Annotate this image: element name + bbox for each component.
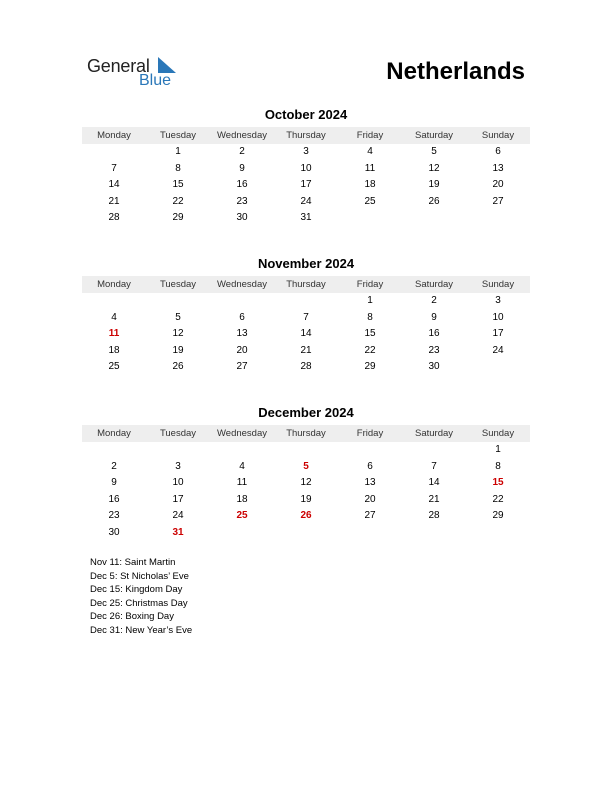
day-cell: 24 — [492, 344, 504, 356]
day-cell — [402, 525, 466, 542]
day-cell: 17 — [172, 493, 184, 505]
day-cell: 3 — [303, 146, 309, 157]
weekday-label: Tuesday — [159, 428, 197, 439]
week-row — [82, 442, 530, 459]
weekday-label: Sunday — [481, 130, 515, 141]
day-cell: 11 — [364, 162, 376, 174]
day-cell: 12 — [428, 162, 440, 174]
weekday-label: Thursday — [286, 279, 326, 290]
month-title: November 2024 — [257, 256, 355, 271]
day-cell: 6 — [495, 146, 501, 157]
day-cell: 2 — [431, 295, 437, 306]
holiday-entry: Dec 5: St Nicholas’ Eve — [90, 570, 189, 582]
holiday-entry: Dec 26: Boxing Day — [90, 611, 174, 623]
day-cell: 7 — [303, 311, 309, 323]
day-cell: 23 — [428, 344, 440, 356]
day-cell: 16 — [236, 179, 248, 190]
holiday-entry: Dec 15: Kingdom Day — [90, 584, 183, 596]
weekday-label: Monday — [97, 428, 131, 439]
day-cell: 26 — [300, 510, 312, 521]
day-cell: 22 — [364, 344, 376, 356]
day-cell: 13 — [492, 162, 504, 174]
day-cell: 28 — [428, 510, 440, 521]
day-cell: 1 — [495, 444, 501, 455]
day-cell: 29 — [364, 361, 376, 372]
month-title: December 2024 — [258, 405, 354, 420]
day-cell: 9 — [239, 162, 245, 174]
holiday-list — [90, 556, 192, 638]
day-cell: 6 — [239, 311, 245, 323]
day-cell: 20 — [236, 344, 248, 356]
day-cell: 2 — [239, 146, 245, 157]
day-cell: 23 — [236, 195, 248, 207]
day-cell: 30 — [236, 212, 248, 223]
day-cell: 25 — [236, 510, 248, 521]
day-cell: 22 — [492, 493, 504, 505]
day-cell: 19 — [300, 493, 312, 505]
weekday-header — [82, 276, 530, 293]
holiday-entry: Dec 31: New Year’s Eve — [90, 624, 193, 636]
day-cell: 22 — [172, 195, 184, 207]
day-cell: 10 — [492, 311, 504, 323]
week-row — [82, 161, 530, 178]
day-cell: 3 — [175, 460, 181, 472]
day-cell: 21 — [108, 195, 120, 207]
week-row — [82, 293, 530, 310]
day-cell: 21 — [428, 493, 440, 505]
logo-triangle-icon — [156, 57, 176, 73]
day-cell: 31 — [172, 526, 184, 538]
day-cell: 10 — [172, 477, 184, 488]
weekday-label: Tuesday — [159, 130, 197, 141]
month-november — [82, 256, 530, 376]
day-cell: 1 — [175, 146, 181, 157]
day-cell: 24 — [300, 195, 312, 207]
week-row — [82, 359, 530, 376]
day-cell: 17 — [492, 328, 504, 339]
day-cell: 5 — [175, 311, 181, 323]
day-cell: 19 — [428, 179, 440, 190]
day-cell: 8 — [495, 460, 501, 472]
day-cell: 14 — [428, 477, 440, 488]
day-cell — [210, 525, 274, 542]
week-row — [82, 508, 530, 525]
day-cell — [466, 210, 530, 227]
month-title: October 2024 — [264, 107, 348, 122]
day-cell: 15 — [364, 328, 376, 339]
day-cell: 8 — [175, 162, 181, 174]
day-cell: 26 — [428, 195, 440, 207]
weekday-label: Wednesday — [217, 279, 267, 290]
day-cell: 7 — [111, 162, 117, 174]
week-row — [82, 144, 530, 161]
day-cell: 2 — [111, 460, 117, 472]
day-cell — [338, 525, 402, 542]
day-cell: 23 — [108, 510, 120, 521]
holiday-entry: Dec 25: Christmas Day — [90, 597, 188, 609]
weekday-label: Tuesday — [159, 279, 197, 290]
day-cell: 24 — [172, 510, 184, 521]
day-cell — [146, 293, 210, 310]
day-cell: 5 — [431, 146, 437, 157]
day-cell — [402, 442, 466, 459]
week-row — [82, 194, 530, 211]
day-cell: 1 — [367, 295, 373, 306]
week-row — [82, 459, 530, 476]
day-cell: 17 — [300, 179, 312, 190]
day-cell: 29 — [172, 212, 184, 223]
day-cell — [338, 442, 402, 459]
day-cell: 21 — [300, 344, 312, 356]
day-cell — [402, 210, 466, 227]
day-cell — [274, 442, 338, 459]
day-cell — [210, 442, 274, 459]
day-cell: 12 — [300, 477, 312, 488]
day-cell: 9 — [111, 477, 117, 488]
weekday-label: Friday — [356, 428, 384, 439]
day-cell: 30 — [108, 526, 120, 538]
week-row — [82, 492, 530, 509]
week-row — [82, 475, 530, 492]
weekday-label: Saturday — [414, 279, 454, 290]
week-row — [82, 326, 530, 343]
day-cell: 13 — [236, 328, 248, 339]
weekday-label: Sunday — [481, 279, 515, 290]
day-cell: 14 — [108, 179, 120, 190]
weekday-label: Wednesday — [217, 428, 267, 439]
day-cell: 15 — [492, 477, 504, 488]
weekday-label: Monday — [97, 130, 131, 141]
day-cell: 18 — [108, 344, 120, 356]
week-row — [82, 310, 530, 327]
weekday-header — [82, 425, 530, 442]
weekday-label: Wednesday — [217, 130, 267, 141]
day-cell: 16 — [428, 328, 440, 339]
day-cell — [210, 293, 274, 310]
day-cell — [82, 293, 146, 310]
day-cell: 31 — [300, 212, 312, 223]
day-cell: 29 — [492, 510, 504, 521]
day-cell: 20 — [492, 179, 504, 190]
weekday-label: Saturday — [414, 428, 454, 439]
day-cell: 18 — [364, 179, 376, 190]
month-october — [82, 107, 530, 227]
month-grid — [82, 293, 530, 376]
day-cell: 8 — [367, 311, 373, 323]
month-december — [82, 405, 530, 541]
day-cell: 10 — [300, 162, 312, 174]
weekday-label: Saturday — [414, 130, 454, 141]
day-cell: 4 — [111, 311, 117, 323]
day-cell: 9 — [431, 311, 437, 323]
weekday-label: Friday — [356, 130, 384, 141]
day-cell — [146, 442, 210, 459]
day-cell — [466, 525, 530, 542]
day-cell — [338, 210, 402, 227]
day-cell: 18 — [236, 493, 248, 505]
holiday-entry: Nov 11: Saint Martin — [90, 557, 176, 568]
country-title: Netherlands — [386, 58, 525, 85]
day-cell — [274, 525, 338, 542]
day-cell: 3 — [495, 295, 501, 306]
day-cell: 25 — [108, 361, 120, 372]
month-grid — [82, 442, 530, 541]
day-cell: 19 — [172, 344, 184, 356]
weekday-label: Thursday — [286, 428, 326, 439]
generalblue-logo — [87, 56, 187, 92]
day-cell: 27 — [492, 195, 504, 207]
day-cell: 27 — [236, 361, 248, 372]
day-cell: 12 — [172, 328, 184, 339]
day-cell: 4 — [367, 146, 373, 157]
day-cell: 14 — [300, 328, 312, 339]
day-cell: 7 — [431, 460, 437, 472]
day-cell: 4 — [239, 460, 245, 472]
day-cell — [82, 144, 146, 161]
day-cell: 11 — [108, 328, 120, 339]
weekday-label: Thursday — [286, 130, 326, 141]
week-row — [82, 177, 530, 194]
weekday-header — [82, 127, 530, 144]
day-cell: 28 — [300, 361, 312, 372]
logo-text-blue: Blue — [139, 72, 172, 89]
day-cell — [274, 293, 338, 310]
day-cell: 5 — [303, 460, 309, 472]
day-cell — [82, 442, 146, 459]
weekday-label: Monday — [97, 279, 131, 290]
day-cell: 20 — [364, 493, 376, 505]
day-cell: 13 — [364, 477, 376, 488]
day-cell — [466, 359, 530, 376]
day-cell: 15 — [172, 179, 184, 190]
day-cell: 25 — [364, 195, 376, 207]
day-cell: 28 — [108, 212, 120, 223]
weekday-label: Sunday — [481, 428, 515, 439]
weekday-label: Friday — [356, 279, 384, 290]
logo-text-general: General — [87, 56, 150, 76]
day-cell: 6 — [367, 460, 373, 472]
month-grid — [82, 144, 530, 227]
day-cell: 26 — [172, 361, 184, 372]
week-row — [82, 210, 530, 227]
day-cell: 16 — [108, 493, 120, 505]
day-cell: 11 — [236, 477, 248, 488]
week-row — [82, 343, 530, 360]
week-row — [82, 525, 530, 542]
day-cell: 27 — [364, 510, 376, 521]
day-cell: 30 — [428, 361, 440, 372]
